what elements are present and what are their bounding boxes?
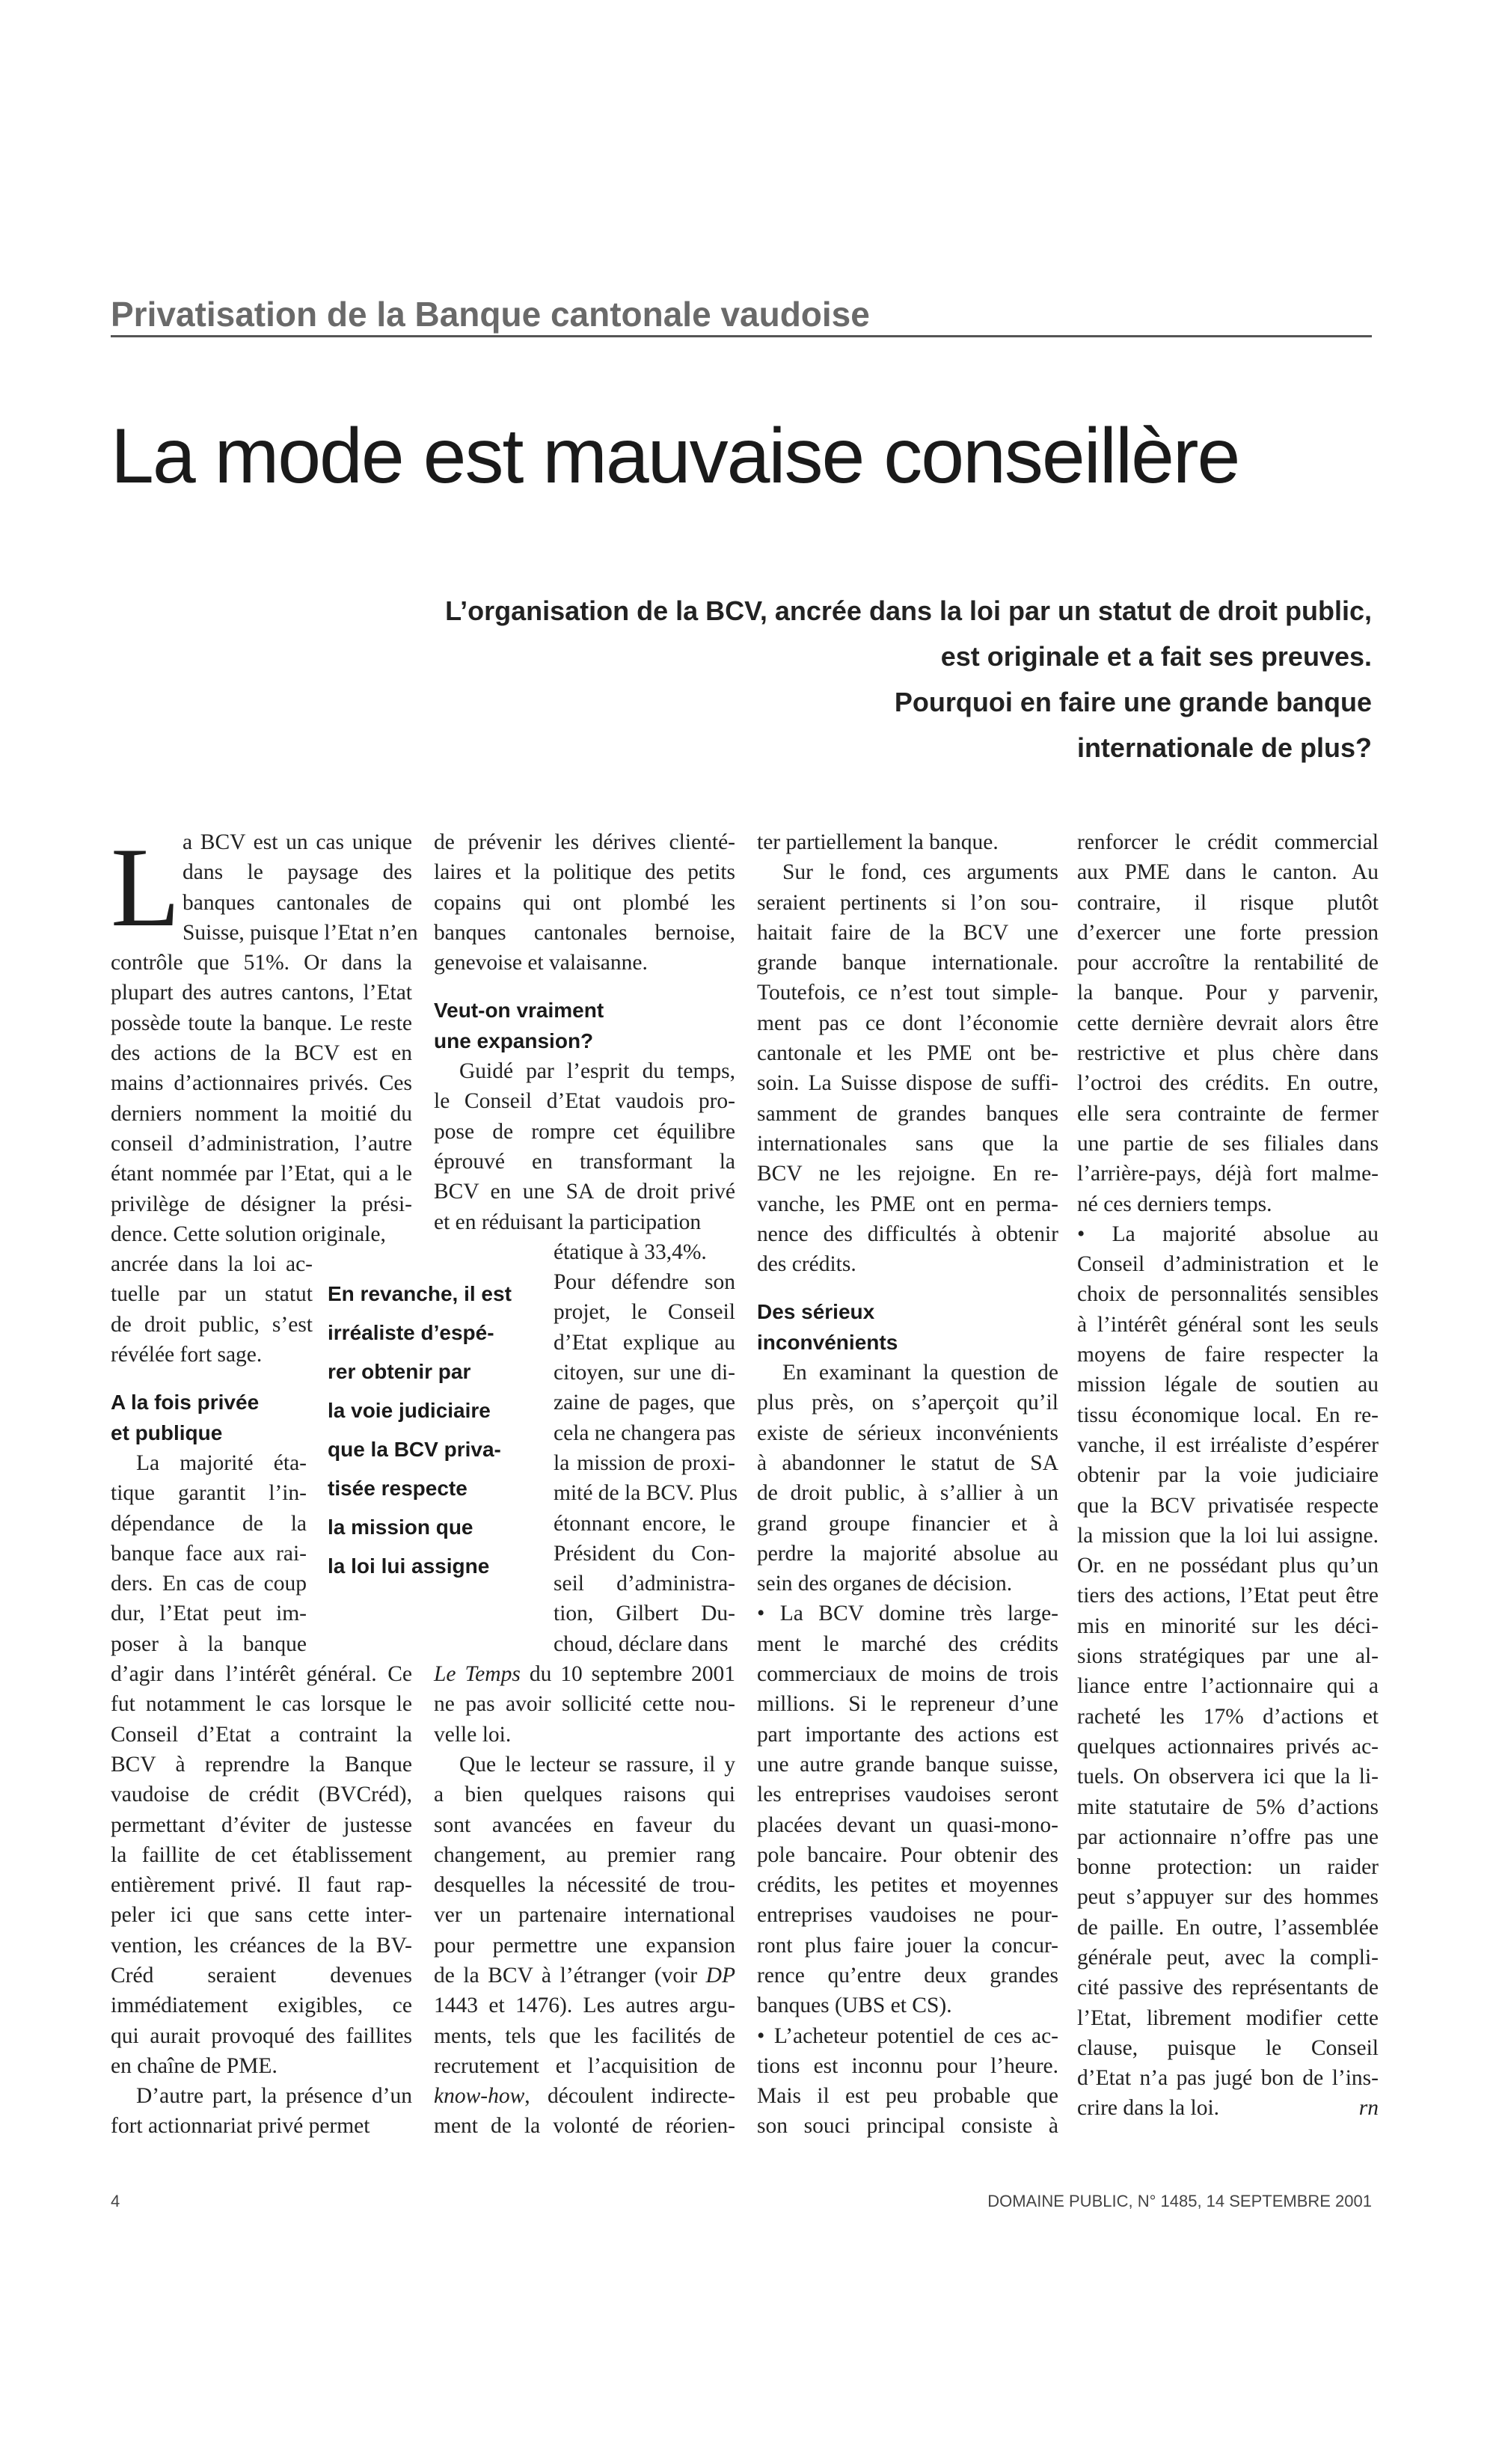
text-line: plupart des autres cantons, l’Etat [111,981,412,1005]
text-line: que la BCV privatisée respecte [1077,1493,1379,1518]
text-line: BCV à reprendre la Banque [111,1752,412,1777]
text-line: fut notamment le cas lorsque le [111,1692,412,1717]
text-line: soin. La Suisse dispose de suffi- [757,1071,1058,1096]
text-line: choud, déclare dans [554,1631,729,1656]
text-line: mité de la BCV. Plus [554,1481,738,1506]
text-line-part: du 10 septembre 2001 [520,1662,736,1687]
text-line: né ces derniers temps. [1077,1192,1272,1216]
text-line: citoyen, sur une di- [554,1361,735,1385]
text-line: Mais il est peu probable que [757,2084,1058,2109]
text-line: Sur le fond, ces arguments [782,860,1058,885]
text-line: clause, puisque le Conseil [1077,2035,1379,2060]
text-line: samment de grandes banques [757,1101,1058,1126]
pull-quote-line: irréaliste d’espé- [328,1321,494,1344]
section-heading: Des sérieux [757,1300,875,1324]
lead-line: internationale de plus? [1076,732,1372,763]
text-line: de droit public, s’est [111,1312,313,1337]
text-line: cantonale et les PME ont be- [757,1041,1058,1066]
text-line: étatique à 33,4%. [554,1239,707,1264]
text-line: contrôle que 51%. Or dans la [111,951,412,975]
text-line: • La BCV domine très large- [757,1602,1058,1626]
text-line: des crédits. [757,1252,856,1277]
text-line: son souci principal consiste à [757,2114,1058,2139]
text-line: contraire, il risque plutôt [1077,890,1379,915]
text-line-part: , découlent indirecte- [524,2084,735,2109]
text-line: dence. Cette solution originale, [111,1222,386,1246]
text-line: étant nommée par l’Etat, qui a le [111,1162,412,1186]
lead-line: Pourquoi en faire une grande banque [894,687,1372,717]
text-line: une partie de ses filiales dans [1077,1131,1379,1156]
text-line: rence qu’entre deux grandes [757,1963,1058,1988]
text-line: tuelle par un statut [111,1282,313,1307]
text-line: velle loi. [434,1722,512,1747]
text-line: zaine de pages, que [554,1391,735,1415]
text-line: internationales sans que la [757,1131,1058,1156]
text-line [434,1659,735,1689]
text-line: vanche, il est irréaliste d’espérer [1077,1432,1379,1457]
text-line: vaudoise de crédit (BVCréd), [111,1783,412,1807]
paragraph-gap [434,978,735,996]
text-line: privilège de désigner la prési- [111,1192,412,1216]
text-line: Conseil d’administration et le [1077,1252,1379,1277]
text-line: ders. En cas de coup [111,1572,307,1596]
text-line: grande banque internationale. [757,951,1058,975]
text-line: copains qui ont plombé les [434,890,735,915]
pull-quote-line: la loi lui assigne [328,1554,490,1578]
text-line: bonne protection: un raider [1077,1855,1379,1880]
text-line: la faillite de cet établissement [111,1842,412,1867]
text-line: tion, Gilbert Du- [554,1602,735,1626]
text-line: Président du Con- [554,1541,735,1566]
pull-quote-line: que la BCV priva- [328,1438,501,1461]
text-line: à l’intérêt général sont les seuls [1077,1312,1379,1337]
text-line: de prévenir les dérives clienté- [434,830,735,854]
text-line: banques cantonales de [183,890,412,915]
text-line: vention, les créances de la BV- [111,1933,412,1958]
text-line: sont avancées en faveur du [434,1812,735,1837]
text-line: les entreprises vaudoises seront [757,1783,1058,1807]
text-line: pour permettre une expansion [434,1933,735,1958]
pull-quote [328,1275,522,1586]
text-line: banques cantonales bernoise, [434,920,735,945]
text-line: cela ne changera pas [554,1421,736,1445]
text-line: révélée fort sage. [111,1343,263,1367]
text-line: entièrement privé. Il faut rap- [111,1873,412,1898]
text-line: placées devant un quasi-mono- [757,1812,1058,1837]
text-line: tique garantit l’in- [111,1481,307,1506]
text-line: millions. Si le repreneur d’une [757,1692,1058,1717]
text-line: Conseil d’Etat a contraint la [111,1722,412,1747]
text-line: cette dernière devrait alors être [1077,1011,1379,1035]
pull-quote-line: la mission que [328,1516,473,1539]
text-line: par actionnaire n’offre pas une [1077,1824,1379,1849]
article-column-3 [757,827,1058,2142]
lead-line: est originale et a fait ses preuves. [940,641,1372,672]
text-line: La majorité éta- [136,1450,307,1475]
text-line: commerciaux de moins de trois [757,1662,1058,1687]
publication-info: DOMAINE PUBLIC, N° 1485, 14 SEPTEMBRE 2001 [987,2192,1372,2210]
publication-abbrev: DP [705,1963,735,1988]
text-line: de droit public, à s’allier à un [757,1481,1058,1506]
text-line: conseil d’administration, l’autre [111,1131,412,1156]
text-line: Guidé par l’esprit du temps, [459,1059,735,1084]
text-line: moyens de faire respecter la [1077,1343,1379,1367]
text-line: pole bancaire. Pour obtenir des [757,1842,1058,1867]
text-line: BCV en une SA de droit privé [434,1180,735,1204]
article-title: La mode est mauvaise conseillère [111,413,1239,500]
text-line: restrictive et plus chère dans [1077,1041,1379,1066]
text-line: banque face aux rai- [111,1541,307,1566]
text-line: dans le paysage des [183,860,412,885]
text-line: a bien quelques raisons qui [434,1783,735,1807]
text-line: la mission que la loi lui assigne. [1077,1523,1379,1548]
text-line: recrutement et l’acquisition de [434,2053,735,2078]
text-line: haitait faire de la BCV une [757,920,1058,945]
text-line: dépendance de la [111,1511,307,1536]
text-line [434,2081,735,2111]
text-line: aux PME dans le canton. Au [1077,860,1379,885]
text-line: perdre la majorité absolue au [757,1541,1058,1566]
text-line: pour accroître la rentabilité de [1077,951,1379,975]
text-line: des actions de la BCV est en [111,1041,412,1066]
text-line: derniers nomment la moitié du [111,1101,412,1126]
drop-cap: L [111,824,180,950]
pull-quote-line: rer obtenir par [328,1360,471,1383]
section-kicker: Privatisation de la Banque cantonale vaudoise [111,293,1372,337]
article-lead [224,588,1372,770]
text-line: tiers des actions, l’Etat peut être [1077,1584,1379,1608]
text-line: Toutefois, ce n’est tout simple- [757,981,1058,1005]
text-line: pose de rompre cet équilibre [434,1119,735,1144]
page-number: 4 [111,2192,120,2210]
text-line: renforcer le crédit commercial [1077,830,1379,854]
section-heading: inconvénients [757,1330,898,1354]
text-line: fort actionnariat privé permet [111,2114,370,2139]
text-line: ment de la volonté de réorien- [434,2114,735,2139]
text-line: peler ici que sans cette inter- [111,1903,412,1928]
text-line: tuels. On observera ici que la li- [1077,1765,1379,1789]
text-line: projet, le Conseil [554,1300,735,1325]
text-line: plus près, on s’aperçoit qu’il [757,1391,1058,1415]
text-line: d’exercer une forte pression [1077,920,1379,945]
text-line: immédiatement exigibles, ce [111,1993,412,2018]
text-line: liance entre l’actionnaire qui a [1077,1674,1379,1699]
text-line: peut s’appuyer sur des hommes [1077,1885,1379,1910]
text-line: étonnant encore, le [554,1511,735,1536]
text-line: mis en minorité sur les déci- [1077,1613,1379,1638]
text-line: Or. en ne possédant plus qu’un [1077,1554,1379,1578]
text-line: d’agir dans l’intérêt général. Ce [111,1662,412,1687]
text-line: mission légale de soutien au [1077,1373,1379,1397]
text-line: laires et la politique des petits [434,860,735,885]
text-line: en chaîne de PME. [111,2053,278,2078]
text-line: ver un partenaire international [434,1903,735,1928]
text-line: nence des difficultés à obtenir [757,1222,1058,1246]
text-line: desquelles la nécessité de trou- [434,1873,735,1898]
text-line: ront plus faire jouer la concur- [757,1933,1058,1958]
text-line: permettant d’éviter de justesse [111,1812,412,1837]
section-heading: A la fois privée [111,1391,260,1415]
text-line: mains d’actionnaires privés. Ces [111,1071,412,1096]
text-line: le Conseil d’Etat vaudois pro- [434,1089,735,1114]
text-line: ancrée dans la loi ac- [111,1252,313,1277]
section-heading: et publique [111,1421,223,1444]
paragraph-gap [757,1279,1058,1297]
text-line: quelques actionnaires privés ac- [1077,1734,1379,1759]
text-line: ment pas ce dont l’économie [757,1011,1058,1035]
author-signature: rn [1358,2096,1379,2121]
text-line: tissu économique local. En re- [1077,1403,1379,1427]
text-line: elle sera contrainte de fermer [1077,1101,1379,1126]
text-line: éprouvé en transformant la [434,1149,735,1174]
text-line: seraient pertinents si l’on sou- [757,890,1058,915]
text-line: Suisse, puisque l’Etat n’en [183,920,418,945]
text-line: seil d’administra- [554,1572,735,1596]
text-line: l’Etat, librement modifier cette [1077,2005,1379,2030]
text-line: sein des organes de décision. [757,1572,1013,1596]
text-line: qui aurait provoqué des faillites [111,2023,412,2048]
text-line: crédits, les petites et moyennes [757,1873,1058,1898]
section-heading: une expansion? [434,1029,594,1052]
text-line: cité passive des représentants de [1077,1976,1379,2000]
pull-quote-line: tisée respecte [328,1477,468,1500]
text-line: grand groupe financier et à [757,1511,1058,1536]
text-line: d’Etat n’a pas jugé bon de l’ins- [1077,2066,1379,2091]
text-line: • L’acheteur potentiel de ces ac- [757,2023,1058,2048]
text-line: tions est inconnu pour l’heure. [757,2053,1058,2078]
text-line: mite statutaire de 5% d’actions [1077,1795,1379,1819]
text-line: à abandonner le statut de SA [757,1450,1058,1475]
text-line: ment le marché des crédits [757,1631,1058,1656]
text-line: dur, l’Etat peut im- [111,1602,307,1626]
text-line: banques (UBS et CS). [757,1993,952,2018]
text-line: Pour défendre son [554,1270,735,1295]
section-heading: Veut-on vraiment [434,999,604,1023]
text-line: existe de sérieux inconvénients [757,1421,1058,1445]
text-line: sions stratégiques par une al- [1077,1644,1379,1669]
text-line: changement, au premier rang [434,1842,735,1867]
text-line: a BCV est un cas unique [183,830,412,854]
text-line: poser à la banque [111,1631,307,1656]
text-line: crire dans la loi. rn [1077,2093,1379,2123]
text-line: la mission de proxi- [554,1450,735,1475]
text-line: ne pas avoir sollicité cette nou- [434,1692,735,1717]
text-line: obtenir par la voie judiciaire [1077,1463,1379,1488]
article-column-4 [1077,827,1379,2124]
text-line: Que le lecteur se rassure, il y [459,1752,735,1777]
text-line: l’arrière-pays, déjà fort malme- [1077,1162,1379,1186]
text-line: d’Etat explique au [554,1330,735,1355]
pull-quote-line: la voie judiciaire [328,1399,491,1422]
text-line-part: de la BCV à l’étranger (voir [434,1963,706,1988]
newspaper-name: Le Temps [434,1662,521,1687]
text-line: Créd seraient devenues [111,1963,412,1988]
text-line: entreprises vaudoises ne pour- [757,1903,1058,1928]
text-line: 1443 et 1476). Les autres argu- [434,1993,735,2018]
text-line: de paille. En outre, l’assemblée [1077,1915,1379,1940]
text-line: genevoise et valaisanne. [434,951,648,975]
text-line: l’octroi des crédits. En outre, [1077,1071,1379,1096]
pull-quote-line: En revanche, il est [328,1282,512,1305]
lead-line: L’organisation de la BCV, ancrée dans la loi par un statut de droit public, [445,595,1372,626]
text-line: ter partiellement la banque. [757,830,999,854]
text-line: vanche, les PME ont en perma- [757,1192,1058,1216]
text-line: et en réduisant la participation [434,1210,702,1234]
text-line: une autre grande banque suisse, [757,1752,1058,1777]
text-line: racheté les 17% d’actions et [1077,1704,1379,1729]
foreign-term: know-how [434,2084,525,2109]
text-line: choix de personnalités sensibles [1077,1282,1379,1307]
text-line: En examinant la question de [782,1361,1058,1385]
text-line: possède toute la banque. Le reste [111,1011,412,1035]
text-line: la banque. Pour y parvenir, [1077,981,1379,1005]
text-line [434,1961,735,1990]
text-line: ments, tels que les facilités de [434,2023,735,2048]
text-line: part importante des actions est [757,1722,1058,1747]
text-line: D’autre part, la présence d’un [136,2084,412,2109]
text-line: BCV ne les rejoigne. En re- [757,1162,1058,1186]
text-line: générale peut, avec la compli- [1077,1945,1379,1970]
text-line: • La majorité absolue au [1077,1222,1379,1246]
